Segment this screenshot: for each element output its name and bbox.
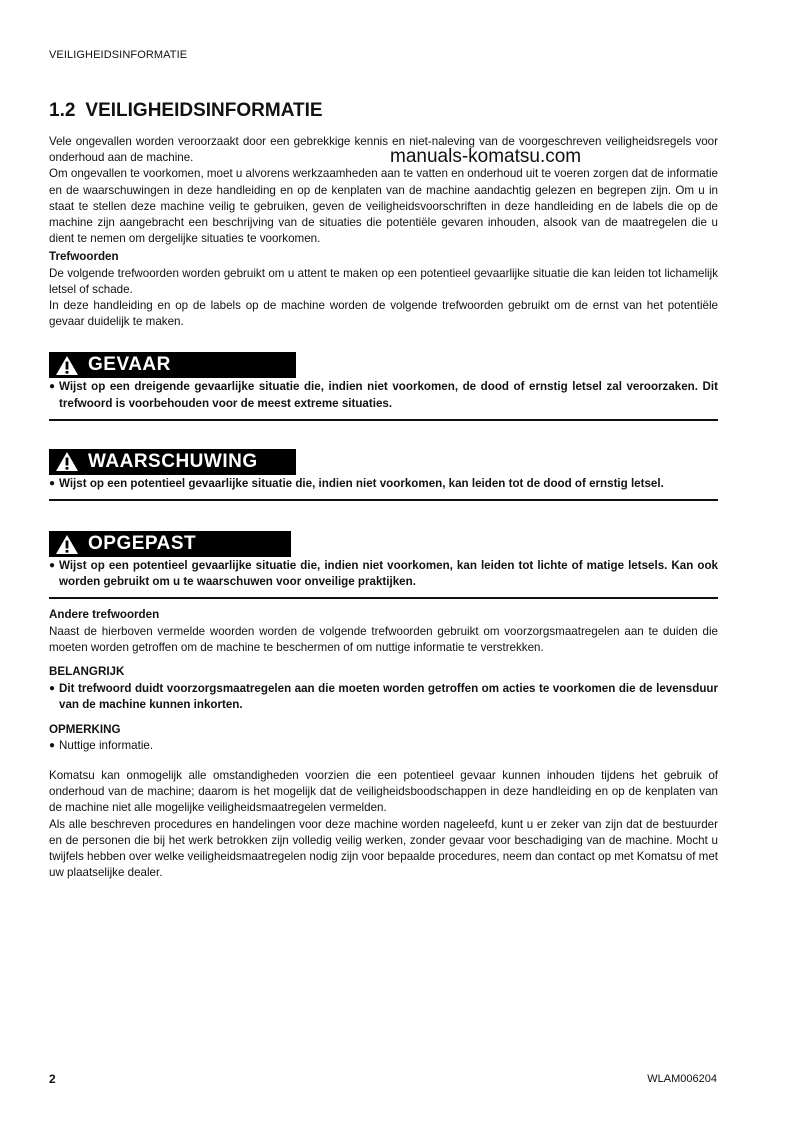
running-header: VEILIGHEIDSINFORMATIE [49, 49, 188, 61]
page-number: 2 [49, 1072, 56, 1086]
warning-triangle-icon [55, 451, 79, 472]
danger-text: Wijst op een dreigende gevaarlijke situatie die, indien niet voorkomen, de dood of ernstig letsel zal veroorzaken. Dit trefwoord is voorbehouden voor de meest extreme situaties. [59, 380, 718, 410]
watermark: manuals-komatsu.com [390, 146, 582, 167]
closing-paragraph-2: Als alle beschreven procedures en handelingen voor deze machine worden nageleefd, kunt u er zeker van zijn dat de bestuurder en de personen die bij het werk betrokken zijn volledig veilig werken, zonder gevaar voor beschadiging van de machine. Mocht u twijfels hebben over welke veiligheidsmaatregelen nodig zijn voor bepaalde procedures, neem dan contact op met Komatsu of met uw plaatselijke dealer. [49, 817, 718, 880]
danger-box [49, 352, 718, 420]
warning-text: Wijst op een potentieel gevaarlijke situatie die, indien niet voorkomen, kan leiden tot de dood of ernstig letsel. [59, 476, 664, 490]
signal-words-paragraph-2: In deze handleiding en op de labels op de machine worden de volgende trefwoorden gebruikt om de ernst van het potentiële gevaar duidelijk te maken. [49, 299, 718, 329]
opmerking-item [49, 738, 718, 754]
bullet-icon: ● [49, 477, 56, 489]
warning-triangle-icon [55, 534, 79, 555]
danger-item [49, 379, 718, 411]
signal-words-paragraph-1: De volgende trefwoorden worden gebruikt om u attent te maken op een potentieel gevaarlijke situatie die kan leiden tot lichamelijk letsel of schade. [49, 266, 718, 296]
section-number: 1.2 [49, 100, 76, 121]
caution-text: Wijst op een potentieel gevaarlijke situatie die, indien niet voorkomen, kan leiden tot lichte of matige letsels. Kan ook worden gebruikt om u te waarschuwen voor onveilige praktijken. [59, 559, 718, 589]
page-body [49, 134, 718, 882]
section-title-text: VEILIGHEIDSINFORMATIE [85, 100, 323, 121]
belangrijk-text: Dit trefwoord duidt voorzorgsmaatregelen aan die moeten worden getroffen om acties te voorkomen die de levensduur van de machine kunnen inkorten. [59, 682, 718, 712]
warning-label: WAARSCHUWING [88, 450, 258, 472]
caution-label: OPGEPAST [88, 532, 197, 554]
other-words-heading: Andere trefwoorden [49, 608, 160, 622]
bullet-icon: ● [49, 381, 56, 393]
opmerking-text: Nuttige informatie. [59, 738, 154, 752]
opmerking-heading: OPMERKING [49, 722, 121, 736]
intro-paragraph-1: Vele ongevallen worden veroorzaakt door een gebrekkige kennis en niet-naleving van de voorgeschreven veiligheidsregels voor onderhoud aan de machine. [49, 135, 718, 165]
bullet-icon: ● [49, 683, 56, 695]
danger-label: GEVAAR [88, 354, 171, 376]
closing-paragraph-1: Komatsu kan onmogelijk alle omstandigheden voorzien die een potentieel gevaar kunnen inhouden tijdens het gebruik of onderhoud van de machine; daarom is het mogelijk dat de veiligheidsboodschappen in deze handleiding en op de kenplaten van de machine niet alle mogelijke veiligheidsmaatregelen vermelden. [49, 769, 718, 815]
belangrijk-heading: BELANGRIJK [49, 665, 125, 679]
intro-paragraph-2: Om ongevallen te voorkomen, moet u alvorens werkzaamheden aan te vatten en onderhoud uit te voeren zorgen dat de informatie en de waarschuwingen in deze handleiding en op de kenplaten van de machine aandachtig gelezen en begrepen zijn. Om u in staat te stellen deze machine veilig te gebruiken, geven de veiligheidsvoorschriften in deze handleiding en de labels die op de machine zijn aangebracht een beschrijving van de situaties die potentiële gevaren inhouden, alsook van de maatregelen die u dient te nemen om dergelijke situaties te voorkomen. [49, 167, 718, 246]
bullet-icon: ● [49, 739, 56, 751]
warning-box [49, 449, 718, 501]
warning-triangle-icon [55, 355, 79, 376]
warning-signal-bar [49, 449, 296, 475]
document-code: WLAM006204 [647, 1073, 717, 1085]
danger-signal-bar [49, 352, 296, 378]
bullet-icon: ● [49, 560, 56, 572]
other-words-paragraph: Naast de hierboven vermelde woorden worden de volgende trefwoorden gebruikt om voorzorgsmaatregelen aan te duiden die moeten worden getroffen om de machine te beschermen of om nuttige informatie te verstrekken. [49, 624, 718, 654]
caution-signal-bar [49, 531, 291, 557]
section-title [49, 100, 323, 122]
warning-item [49, 476, 718, 492]
belangrijk-item [49, 681, 718, 713]
caution-box [49, 531, 718, 599]
signal-words-heading: Trefwoorden [49, 250, 119, 264]
caution-item [49, 558, 718, 590]
